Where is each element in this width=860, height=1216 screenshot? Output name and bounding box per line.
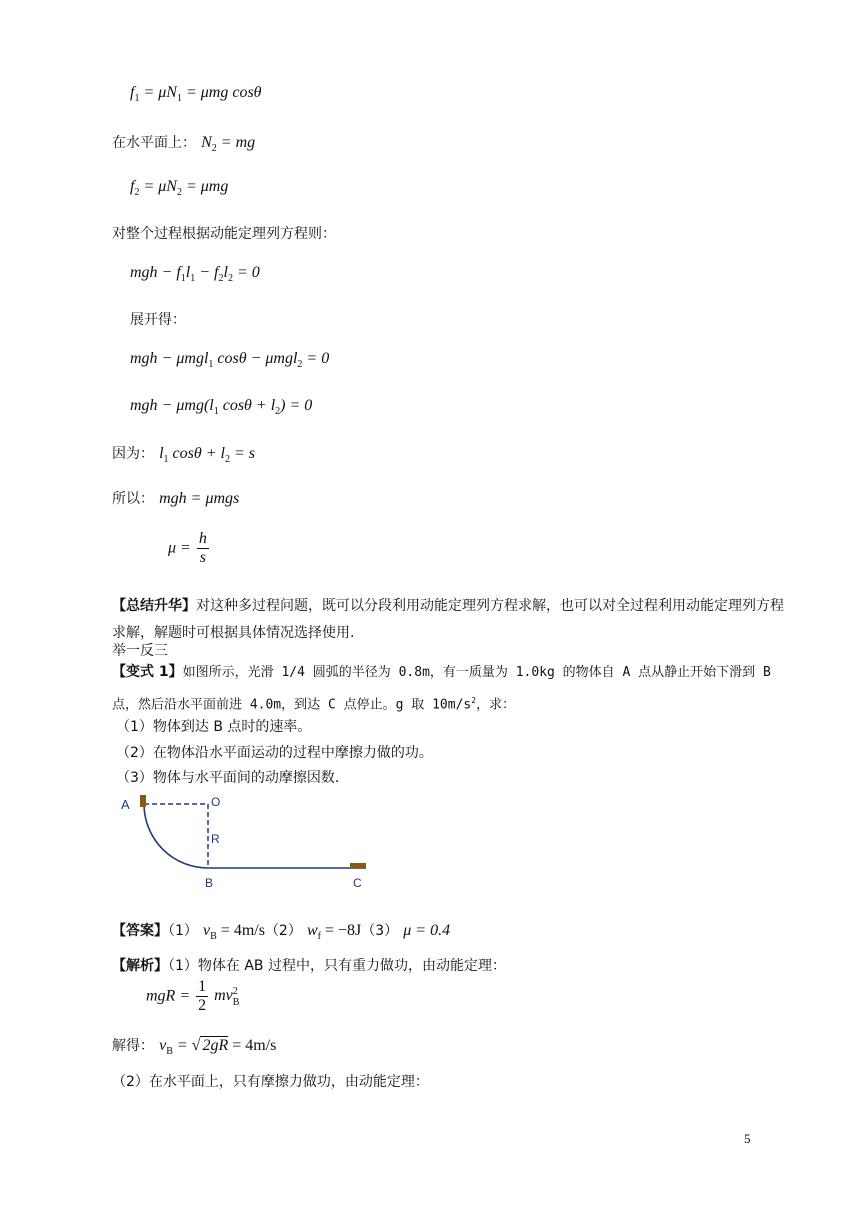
label-r: R xyxy=(211,832,220,846)
block-at-c xyxy=(350,863,366,868)
quarter-arc xyxy=(144,804,208,868)
horizontal-label: 在水平面上： xyxy=(112,135,196,151)
question-2: （2）在物体沿水平面运动的过程中摩擦力做的功。 xyxy=(116,745,433,761)
analysis-line: 【解析】（1）物体在 AB 过程中，只有重力做功，由动能定理： xyxy=(112,958,506,974)
horizontal-plane-line xyxy=(112,132,255,154)
so-label: 所以： xyxy=(112,491,154,507)
label-a: A xyxy=(121,797,130,812)
so-line xyxy=(112,488,239,508)
block-at-a xyxy=(140,795,146,807)
variant-paragraph: 【变式 1】如图所示，光滑 1/4 圆弧的半径为 0.8m，有一质量为 1.0kg 的物体自 A 点从静止开始下滑到 B 点，然后沿水平面前进 4.0m，到达 C 点停止。g 取 $10m/s^2$，求： xyxy=(112,664,771,713)
summary-text: 对这种多过程问题，既可以分段利用动能定理列方程求解，也可以对全过程利用动能定理列方程求解，解题时可根据具体情况选择使用. xyxy=(112,598,784,641)
equation-vb: $v_B$ = √ 2gR = 4m/s xyxy=(159,1037,277,1058)
answer-tag: 【答案】 xyxy=(112,923,168,939)
because-line xyxy=(112,443,255,465)
fraction-h-over-s: $\frac{h}{s}$ xyxy=(198,530,207,566)
equation-expand-2: mgh − $\mu mg(l_1$ $\cos\theta + l_2) = 0$ xyxy=(130,397,313,418)
section-title: 举一反三 xyxy=(112,643,168,659)
label-o: O xyxy=(211,795,221,809)
solve-line xyxy=(112,1035,276,1057)
summary-tag: 【总结升华】 xyxy=(112,598,196,614)
equation-f2: $f_2 = \mu N_2 = \mu mg$ xyxy=(130,178,229,199)
fraction-half: $\frac{1}{2}$ xyxy=(198,978,207,1014)
solve-label: 解得： xyxy=(112,1038,154,1054)
variant-tag: 【变式 1】 xyxy=(112,664,183,680)
equation-mgr: mgR = $\frac{1}{2}$ mv 2 B xyxy=(146,978,240,1014)
because-label: 因为： xyxy=(112,446,154,462)
variant-text: 如图所示，光滑 1/4 圆弧的半径为 0.8m，有一质量为 1.0kg 的物体自 A 点从静止开始下滑到 B 点，然后沿水平面前进 4.0m，到达 C 点停止。g 取 10m/s xyxy=(112,665,771,713)
equation-so: mgh = μmgs xyxy=(159,490,240,507)
process-text: 对整个过程根据动能定理列方程则： xyxy=(112,226,336,242)
answer-1: $v_B = 4m/s$ xyxy=(203,922,265,943)
label-c: C xyxy=(353,876,362,890)
equation-f1: $f_1 = \mu N_1 = \mu mg$ cosθ xyxy=(130,84,262,105)
answer-3: μ = 0.4 xyxy=(403,922,451,939)
page-number: 5 xyxy=(744,1131,751,1146)
equation-expand-1: mgh − μmgl$_1$ cosθ − μmgl$_2$ = 0 xyxy=(130,350,330,371)
arc-track-figure xyxy=(116,790,376,900)
step-2-text: （2）在水平面上，只有摩擦力做功，由动能定理： xyxy=(112,1074,429,1090)
equation-n2: $N_2$ = mg xyxy=(201,134,256,155)
equation-because: $l_1$ $\cos\theta + l_2 = s$ xyxy=(159,445,256,466)
answer-2: $w_f = -8J$ xyxy=(306,922,362,943)
analysis-tag: 【解析】 xyxy=(112,958,168,974)
equation-mu: μ = $\frac{h}{s}$ xyxy=(168,530,207,566)
summary-paragraph xyxy=(112,593,792,647)
question-1: （1）物体到达 B 点时的速率。 xyxy=(116,719,312,735)
question-3: （3）物体与水平面间的动摩擦因数. xyxy=(116,770,340,786)
label-b: B xyxy=(205,876,214,890)
equation-energy: mgh − $f_1l_1 - f_2l_2 = 0$ xyxy=(130,264,260,285)
answer-line: 【答案】（1） $v_B = 4m/s(2) w_f = -8J(3) \mu = 0.4$ xyxy=(112,922,451,943)
expand-text: 展开得： xyxy=(130,312,186,328)
